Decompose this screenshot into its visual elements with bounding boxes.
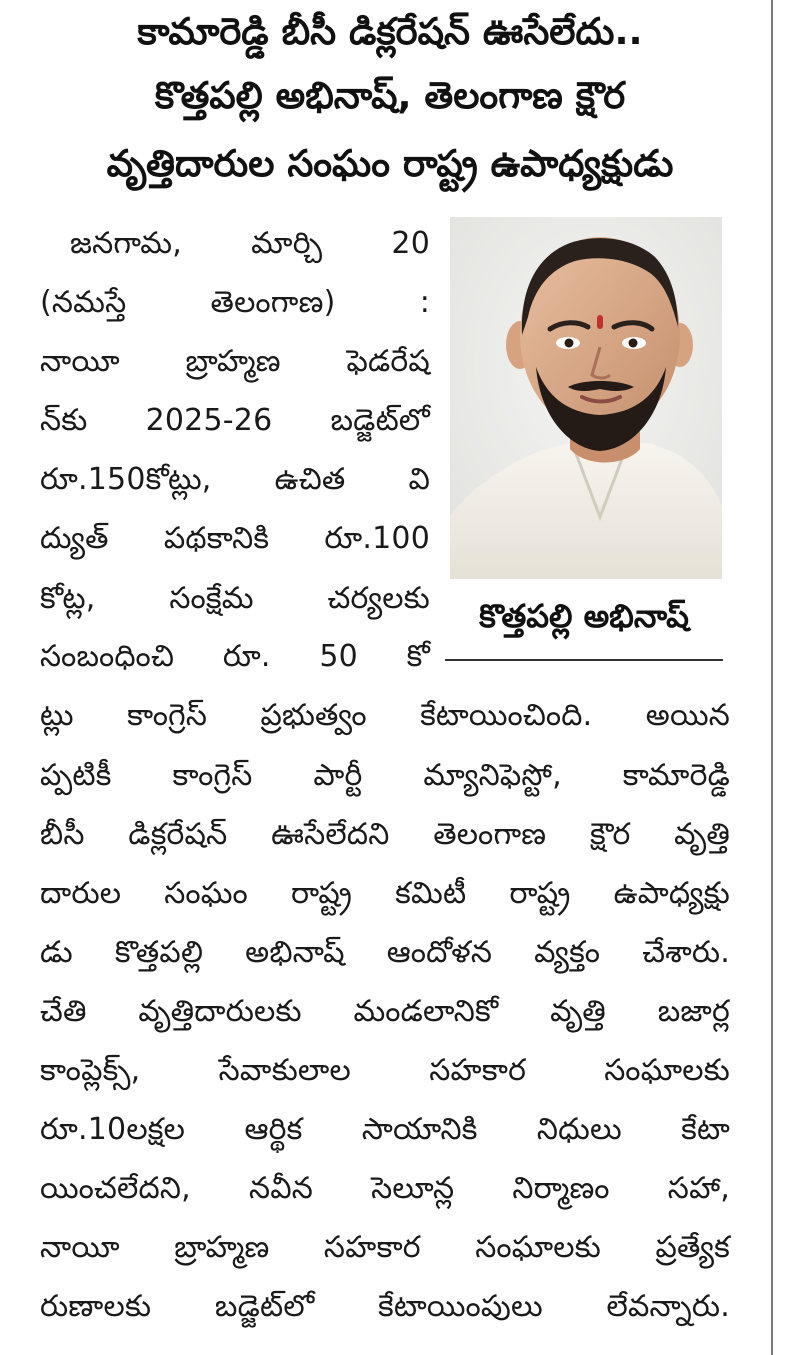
portrait-photo <box>450 217 722 579</box>
headline-line-2: కొత్తపల్లి అభినాష్, తెలంగాణ క్షౌర <box>154 74 626 117</box>
photo-caption: కొత్తపల్లి అభినాష్ <box>479 597 689 635</box>
headline-line-1: కామారెడ్డి బీసీ డిక్లరేషన్ ఊసేలేదు.. <box>137 10 643 53</box>
body-line-2: (నమస్తే తెలంగాణ) : <box>40 285 430 320</box>
body-line-19: రుణాలకు బడ్జెట్‌లో కేటాయింపులు లేవన్నారు. <box>40 1289 730 1324</box>
body-line-3: నాయీ బ్రాహ్మణ ఫెడరేష <box>40 344 430 379</box>
body-line-5: రూ.150కోట్లు, ఉచిత వి <box>40 462 430 497</box>
body-line-11: బీసీ డిక్లరేషన్ ఊసేలేదని తెలంగాణ క్షౌర వృత్తి <box>40 817 730 852</box>
body-line-15: కాంప్లెక్స్, సేవాకులాల సహకార సంఘాలకు <box>40 1053 730 1088</box>
headline-line-3: వృత్తిదారుల సంఘం రాష్ట్ర ఉపాధ్యక్షుడు <box>106 142 674 185</box>
body-line-14: చేతి వృత్తిదారులకు మండలానికో వృత్తి బజార్ల <box>40 994 730 1029</box>
body-line-4: న్‌కు 2025-26 బడ్జెట్‌లో <box>40 403 430 438</box>
column-divider <box>771 0 773 1355</box>
body-line-7: కోట్ల, సంక్షేమ చర్యలకు <box>40 581 430 616</box>
body-line-16: రూ.10లక్షల ఆర్థిక సాయానికి నిధులు కేటా <box>40 1112 730 1147</box>
body-line-10: ప్పటికీ కాంగ్రెస్ పార్టీ మ్యానిఫెస్టో, కామారెడ్డి <box>40 758 730 793</box>
body-line-13: డు కొత్తపల్లి అభినాష్ ఆందోళన వ్యక్తం చేశారు. <box>40 935 730 970</box>
body-line-12: దారుల సంఘం రాష్ట్ర కమిటీ రాష్ట్ర ఉపాధ్యక్షు <box>40 876 730 911</box>
caption-underline <box>445 659 723 661</box>
body-line-8: సంబంధించి రూ. 50 కో <box>40 639 430 674</box>
body-line-9: ట్లు కాంగ్రెస్ ప్రభుత్వం కేటాయించింది. అయిన <box>40 698 730 733</box>
body-line-6: ద్యుత్ పథకానికి రూ.100 <box>40 521 430 556</box>
body-line-1: జనగామ, మార్చి 20 <box>70 226 430 261</box>
body-line-18: నాయీ బ్రాహ్మణ సహకార సంఘాలకు ప్రత్యేక <box>40 1230 730 1265</box>
body-line-17: యించలేదని, నవీన సెలూన్ల నిర్మాణం సహా, <box>40 1171 730 1206</box>
